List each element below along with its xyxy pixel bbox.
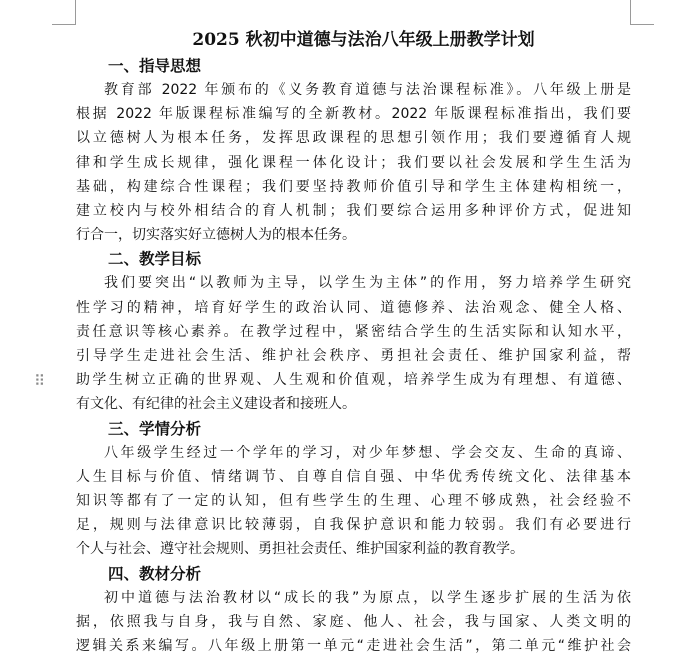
section-paragraph (76, 586, 631, 659)
section-paragraph (76, 441, 631, 562)
paragraph-line: 引导学生走进社会生活、维护社会秩序、勇担社会责任、维护国家利益，帮 (76, 348, 631, 365)
paragraph-line: 建立校内与校外相结合的育人机制；我们要综合运用多种评价方式，促进知 (76, 203, 631, 220)
paragraph-line: 助学生树立正确的世界观、人生观和价值观，培养学生成为有理想、有道德、 (76, 372, 631, 389)
crop-mark-top-left (75, 0, 76, 24)
paragraph-line: 我们要突出“以教师为主导，以学生为主体”的作用，努力培养学生研究 (104, 275, 631, 292)
paragraph-line: 足，规则与法律意识比较薄弱，自我保护意识和能力较弱。我们有必要进行 (76, 517, 631, 534)
section-heading-teaching-objectives: 二、教学目标 (108, 249, 202, 269)
paragraph-line: 人生目标与价值、情绪调节、自尊自信自强、中华优秀传统文化、法律基本 (76, 468, 631, 485)
paragraph-line: 性学习的精神，培育好学生的政治认同、道德修养、法治观念、健全人格、 (76, 299, 631, 316)
paragraph-line: 教育部 2022 年颁布的《义务教育道德与法治课程标准》。八年级上册是 (104, 82, 631, 98)
document-body[interactable] (76, 26, 631, 658)
paragraph-line: 有文化、有纪律的社会主义建设者和接班人。 (76, 396, 356, 413)
crop-mark-top-left (52, 24, 76, 25)
paragraph-line: 知识等都有了一定的认知，但有些学生的生理、心理不够成熟，社会经验不 (76, 493, 631, 510)
section-heading-textbook-analysis: 四、教材分析 (108, 563, 202, 583)
document-sections (76, 54, 631, 658)
drag-handle-icon[interactable]: ⠿ (34, 372, 43, 390)
section-heading-student-analysis: 三、学情分析 (108, 418, 202, 438)
paragraph-line: 行合一，切实落实好立德树人为的根本任务。 (76, 227, 356, 244)
paragraph-line: 八年级学生经过一个学年的学习，对少年梦想、学会交友、生命的真谛、 (104, 444, 631, 461)
section-heading-guiding-ideology: 一、指导思想 (108, 56, 202, 75)
paragraph-line: 个人与社会、遵守社会规则、勇担社会责任、维护国家利益的教育教学。 (76, 541, 524, 558)
section-paragraph (76, 271, 631, 416)
paragraph-line: 以立德树人为根本任务，发挥思政课程的思想引领作用；我们要遵循育人规 (76, 130, 631, 147)
paragraph-line: 律和学生成长规律，强化课程一体化设计；我们要以社会发展和学生生活为 (76, 154, 631, 171)
paragraph-line: 基础，构建综合性课程；我们要坚持教师价值引导和学生主体建构相统一， (76, 178, 631, 195)
paragraph-line: 逻辑关系来编写。八年级上册第一单元“走进社会生活”，第二单元“维护社会 (76, 638, 631, 655)
paragraph-line: 责任意识等核心素养。在教学过程中，紧密结合学生的生活实际和认知水平， (76, 323, 631, 340)
paragraph-line: 据，依照我与自身，我与自然、家庭、他人、社会，我与国家、人类文明的 (76, 613, 631, 630)
paragraph-line: 初中道德与法治教材以“成长的我”为原点，以学生逐步扩展的生活为依 (104, 589, 631, 606)
crop-mark-top-right (630, 24, 654, 25)
paragraph-line: 根据 2022 年版课程标准编写的全新教材。2022 年版课程标准指出，我们要 (76, 106, 631, 123)
crop-mark-top-right (630, 0, 631, 24)
document-title: 2025 秋初中道德与法治八年级上册教学计划 (192, 30, 535, 50)
section-paragraph (76, 78, 631, 247)
